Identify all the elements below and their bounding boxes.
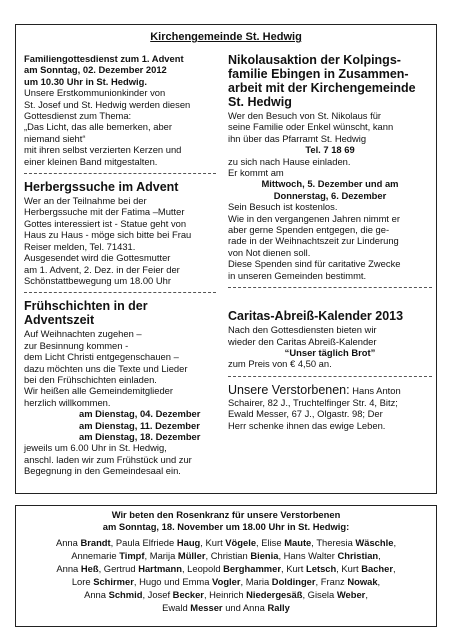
text-line: seine Familie oder Enkel wünscht, kann	[228, 121, 394, 133]
surname: Timpf	[119, 550, 145, 562]
text-line: Donnerstag, 6. Dezember	[273, 189, 387, 201]
section-divider	[24, 173, 216, 174]
caritas-quote: “Unser täglich Brot”	[284, 346, 376, 358]
text-line: herzlich willkommen.	[24, 396, 111, 408]
text-line: Wir heißen alle Gemeindemitglieder	[24, 385, 174, 397]
herbergssuche-heading: Herbergssuche im Advent	[24, 180, 179, 195]
text-line: „Das Licht, das alle bemerken, aber	[24, 121, 172, 133]
surname: Bienia	[250, 550, 279, 562]
surname: Haug	[176, 537, 201, 548]
name-line	[16, 601, 436, 614]
fruehschichten-section	[24, 299, 216, 476]
text-line: Er kommt am	[228, 167, 284, 179]
rosary-title-line2: am Sonntag, 18. November um 18.00 Uhr in St. Hedwig:	[102, 521, 350, 532]
bulletin-frame	[15, 24, 437, 494]
text-line: am Sonntag, 02. Dezember 2012	[24, 64, 167, 76]
text-line: Ausgesendet wird die Gottesmutter	[24, 252, 171, 264]
deceased-section	[228, 383, 432, 431]
surname: Müller	[177, 550, 206, 562]
text-line: Wer an der Teilnahme bei der	[24, 195, 147, 207]
text-line: Familiengottesdienst zum 1. Advent	[24, 53, 184, 64]
name-text: ,	[377, 576, 381, 588]
text-line: Begegnung in den Gemeindesaal ein.	[24, 465, 181, 477]
name-text: , Marija	[144, 550, 178, 562]
surname: Niedergesäß	[246, 589, 303, 601]
surname: Maute	[284, 537, 312, 548]
name-text: ,	[365, 589, 368, 601]
text-line: wieder den Caritas Abreiß-Kalender	[228, 335, 377, 347]
text-line: Gottesdienst zum Thema:	[24, 110, 132, 122]
text-line: Auf Weihnachten zugehen –	[24, 328, 142, 340]
name-text: Anna	[55, 537, 81, 548]
spacer	[228, 294, 432, 309]
name-text: Anna	[84, 589, 109, 601]
surname: Nowak	[347, 576, 378, 588]
text-line: arbeit mit der Kirchengemeinde	[228, 81, 416, 95]
name-text: und Anna	[222, 602, 268, 614]
name-text: , Maria	[240, 576, 272, 588]
kolping-phone: Tel. 7 18 69	[305, 144, 355, 156]
name-line	[16, 549, 436, 562]
name-text: , Leopold	[181, 563, 224, 575]
caritas-heading: Caritas-Abreiß-Kalender 2013	[228, 309, 404, 324]
advent-service-section	[24, 53, 216, 167]
fruehschichten-heading: Frühschichten in der Adventszeit	[24, 299, 148, 328]
text-line: dazu möchten uns die Texte und Lieder	[24, 362, 188, 374]
section-divider	[24, 292, 216, 293]
name-text: , Hans Walter	[278, 550, 338, 562]
name-text: , Elise	[256, 537, 285, 548]
text-line: am Dienstag, 18. Dezember	[79, 430, 201, 442]
name-text: ,	[378, 550, 381, 562]
name-text: , Kurt	[280, 563, 306, 575]
text-line: Sein Besuch ist kostenlos.	[228, 201, 338, 213]
name-text: , Kurt	[200, 537, 226, 548]
name-text: , Franz	[315, 576, 348, 588]
text-line: Herbergssuche mit der Fatima –Mutter	[24, 206, 185, 218]
text-line: Schönstattbewegung um 18.00 Uhr	[24, 274, 171, 286]
text-line: aber gerne Spenden entgegen, die ge-	[228, 224, 390, 236]
caritas-body	[228, 324, 432, 347]
deceased-body	[228, 397, 432, 431]
surname: Bacher	[361, 563, 394, 575]
text-line: Reiser melden, Tel. 71431.	[24, 240, 136, 252]
text-line: Herr schenke ihnen das ewige Leben.	[228, 419, 386, 431]
name-text: , Kurt	[336, 563, 362, 575]
kolping-body	[228, 110, 432, 144]
name-line	[16, 536, 436, 549]
text-line: familie Ebingen in Zusammen-	[228, 67, 409, 81]
text-line: Gottes interessiert ist - Statue geht von	[24, 217, 187, 229]
caritas-price: zum Preis von € 4,50 an.	[228, 358, 332, 370]
rosary-box	[15, 505, 437, 627]
surname: Messer	[190, 602, 223, 614]
surname: Weber	[336, 589, 366, 601]
text-line: bei den Frühschichten einladen.	[24, 373, 157, 385]
name-text: , Christian	[205, 550, 251, 562]
rosary-names	[16, 536, 436, 615]
advent-service-body	[24, 87, 216, 167]
herbergssuche-body	[24, 195, 216, 286]
text-line: dem Licht Christi entgegenschauen –	[24, 351, 179, 363]
kolping-body-2	[228, 156, 432, 179]
fruehschichten-tail	[24, 442, 216, 476]
text-line: in unseren Gemeinden bestimmt.	[228, 269, 367, 281]
section-divider	[228, 287, 432, 288]
surname: Becker	[172, 589, 204, 601]
text-line: am 1. Advent, 2. Dez. in der Feier der	[24, 263, 180, 275]
surname: Schirmer	[93, 576, 134, 588]
kolping-heading	[228, 53, 432, 109]
text-line: rade in der Weihnachtszeit zur Linderung	[228, 235, 399, 247]
advent-service-head	[24, 53, 216, 87]
name-text: , Josef	[142, 589, 173, 601]
surname: Vögele	[225, 537, 257, 548]
surname: Berghammer	[223, 563, 281, 575]
name-text: Ewald	[162, 602, 191, 614]
surname: Doldinger	[271, 576, 316, 588]
name-text: ,	[393, 537, 397, 548]
name-text: Lore	[71, 576, 94, 588]
text-line: zur Besinnung kommen -	[24, 339, 129, 351]
text-line: einer kleinen Band mitgestalten.	[24, 155, 158, 167]
text-line: zu sich nach Hause einladen.	[228, 155, 351, 167]
surname: Hartmann	[138, 563, 182, 575]
surname: Rally	[267, 602, 290, 614]
text-line: von Not dienen soll.	[228, 246, 311, 258]
text-line: anschl. laden wir zum Frühstück und zur	[24, 453, 192, 465]
name-text: , Hugo und Emma	[133, 576, 213, 588]
page-title: Kirchengemeinde St. Hedwig	[150, 31, 302, 43]
name-text: ,	[393, 563, 396, 575]
name-text: Annemarie	[71, 550, 120, 562]
name-text: , Paula Elfriede	[110, 537, 177, 548]
text-line: Wie in den vergangenen Jahren nimmt er	[228, 212, 400, 224]
kolping-dates	[228, 178, 432, 201]
text-line: Wer den Besuch von St. Nikolaus für	[228, 110, 382, 121]
name-line	[16, 575, 436, 588]
deceased-heading: Unsere Verstorbenen:	[228, 382, 350, 397]
text-line: Diese Spenden sind für caritative Zwecke	[228, 258, 401, 270]
text-line: Schairer, 82 J., Truchtelfinger Str. 4, Bitz;	[228, 396, 398, 408]
surname: Schmid	[108, 589, 143, 601]
kolping-section	[228, 53, 432, 281]
name-text: Anna	[56, 563, 81, 575]
text-line: St. Josef und St. Hedwig werden diesen	[24, 98, 191, 110]
right-column	[228, 53, 432, 431]
deceased-first-line: Hans Anton	[349, 384, 401, 396]
left-column	[24, 53, 216, 477]
text-line: mit ihren selbst verzierten Kerzen und	[24, 144, 182, 156]
section-divider	[228, 376, 432, 377]
text-line: Nach den Gottesdiensten bieten wir	[228, 324, 377, 336]
text-line: Nikolausaktion der Kolpings-	[228, 53, 401, 67]
surname: Christian	[337, 550, 379, 562]
name-text: , Theresia	[311, 537, 356, 548]
text-line: am Dienstag, 04. Dezember	[79, 408, 201, 420]
name-text: , Heinrich	[203, 589, 247, 601]
surname: Heß	[80, 563, 99, 575]
name-line	[16, 588, 436, 601]
surname: Brandt	[80, 537, 111, 548]
surname: Letsch	[306, 563, 337, 575]
caritas-section	[228, 309, 432, 370]
fruehschichten-body	[24, 328, 216, 408]
surname: Wäschle	[355, 537, 394, 548]
text-line: St. Hedwig	[228, 95, 292, 109]
name-text: , Gisela	[302, 589, 337, 601]
surname: Vogler	[212, 576, 241, 588]
text-line: am Dienstag, 11. Dezember	[79, 419, 200, 431]
rosary-title-line1: Wir beten den Rosenkranz für unsere Verstorbenen	[111, 509, 341, 520]
text-line: niemand sieht“	[24, 132, 86, 144]
text-line: jeweils um 6.00 Uhr in St. Hedwig,	[24, 442, 167, 454]
text-line: Haus zu Haus - möge sich bitte bei Frau	[24, 229, 192, 241]
text-line: Mittwoch, 5. Dezember und am	[261, 178, 399, 190]
text-line: um 10.30 Uhr in St. Hedwig.	[24, 75, 147, 87]
text-line: Unsere Erstkommunionkinder von	[24, 87, 166, 99]
text-line: ihn über das Pfarramt St. Hedwig	[228, 132, 367, 144]
text-line: Ewald Messer, 67 J., Olgastr. 98; Der	[228, 408, 383, 420]
name-text: , Gertrud	[98, 563, 139, 575]
name-line	[16, 562, 436, 575]
fruehschichten-dates	[24, 408, 216, 442]
herbergssuche-section	[24, 180, 216, 286]
kolping-body-3	[228, 201, 432, 281]
